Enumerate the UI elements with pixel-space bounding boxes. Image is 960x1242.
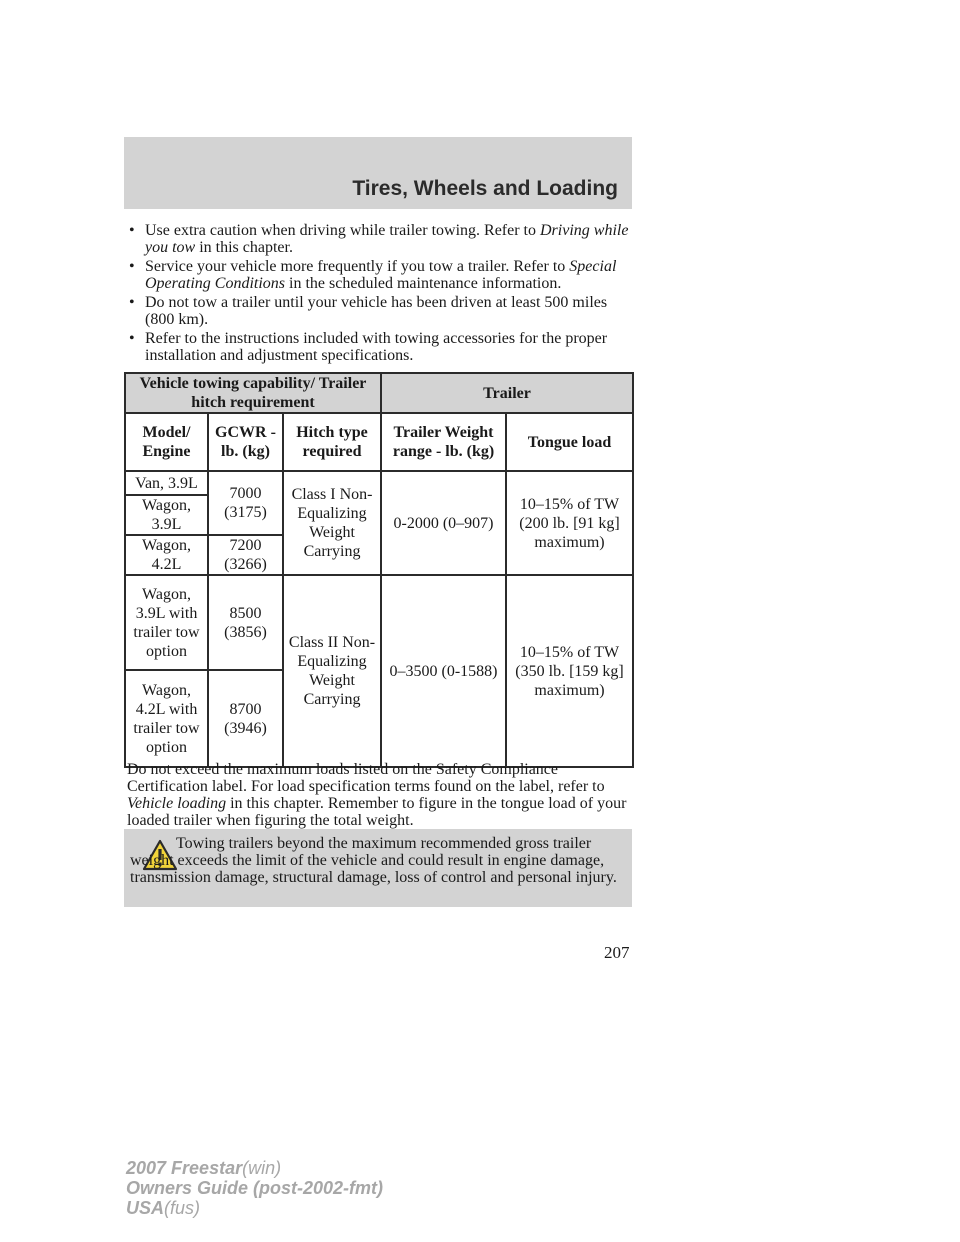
gcwr-cell: 8700 (3946) — [208, 670, 283, 767]
model-cell: Wagon, 3.9L with trailer tow option — [125, 575, 208, 670]
hitch-cell: Class I Non-Equalizing Weight Carrying — [283, 471, 381, 575]
bullet-item — [127, 294, 635, 328]
warning-text: Towing trailers beyond the maximum recommended gross trailer weight exceeds the limit of the vehicle and could result in engine damage, transmission damage, structural damage, loss of control and personal injury. — [130, 835, 617, 886]
bullet-icon: • — [129, 294, 135, 311]
load-note-paragraph — [127, 761, 635, 829]
column-header-tongue: Tongue load — [506, 413, 633, 471]
footer-market-code: (fus) — [164, 1198, 201, 1218]
towing-capability-table — [124, 372, 634, 768]
gcwr-cell: 7000 (3175) — [208, 471, 283, 535]
page-number: 207 — [604, 943, 630, 962]
bullet-text: Service your vehicle more frequently if you tow a trailer. Refer to — [145, 258, 570, 275]
column-header-weight-range: Trailer Weight range - lb. (kg) — [381, 413, 506, 471]
bullet-icon: • — [129, 330, 135, 347]
tongue-load-cell: 10–15% of TW (350 lb. [159 kg] maximum) — [506, 575, 633, 767]
footer-model-code: (win) — [242, 1158, 282, 1178]
footer-market: USA — [126, 1198, 165, 1218]
cross-reference: Driving while you tow — [145, 222, 629, 256]
column-header-gcwr: GCWR - lb. (kg) — [208, 413, 283, 471]
note-text: Do not exceed the maximum loads listed on the Safety Compliance Certification label. For load specification terms found on the label, refer to — [127, 761, 605, 795]
column-header-hitch: Hitch type required — [283, 413, 381, 471]
note-text: in this chapter. Remember to figure in the tongue load of your loaded trailer when figuring the total weight. — [127, 795, 627, 829]
bullet-text: Refer to the instructions included with towing accessories for the proper installation and adjustment specifications. — [145, 330, 608, 364]
cross-reference: Vehicle loading — [127, 795, 227, 812]
hitch-cell: Class II Non-Equalizing Weight Carrying — [283, 575, 381, 767]
document-footer — [126, 1158, 383, 1218]
intro-content — [127, 222, 635, 366]
chapter-header-band — [124, 137, 632, 209]
model-cell: Wagon, 4.2L with trailer tow option — [125, 670, 208, 767]
column-header-model: Model/ Engine — [125, 413, 208, 471]
bullet-text: in this chapter. — [195, 239, 293, 256]
bullet-text: in the scheduled maintenance information. — [285, 275, 562, 292]
cross-reference: Special Operating Conditions — [145, 258, 617, 292]
trailer-group-header: Trailer — [381, 373, 633, 413]
bullet-item — [127, 330, 635, 364]
footer-model: 2007 Freestar — [126, 1158, 243, 1178]
chapter-title: Tires, Wheels and Loading — [352, 177, 618, 200]
footer-guide: Owners Guide (post-2002-fmt) — [126, 1178, 384, 1198]
table-row — [125, 471, 633, 495]
warning-box — [124, 829, 632, 907]
gcwr-cell: 8500 (3856) — [208, 575, 283, 670]
gcwr-cell: 7200 (3266) — [208, 535, 283, 575]
model-cell: Wagon, 3.9L — [125, 495, 208, 535]
vehicle-group-header: Vehicle towing capability/ Trailer hitch requirement — [125, 373, 381, 413]
bullet-item — [127, 222, 635, 256]
table-row — [125, 575, 633, 670]
tongue-load-cell: 10–15% of TW (200 lb. [91 kg] maximum) — [506, 471, 633, 575]
weight-range-cell: 0–3500 (0-1588) — [381, 575, 506, 767]
bullet-text: Do not tow a trailer until your vehicle has been driven at least 500 miles (800 km). — [145, 294, 608, 328]
bullet-icon: • — [129, 222, 135, 239]
bullet-item — [127, 258, 635, 292]
model-cell: Wagon, 4.2L — [125, 535, 208, 575]
weight-range-cell: 0-2000 (0–907) — [381, 471, 506, 575]
bullet-text: Use extra caution when driving while trailer towing. Refer to — [145, 222, 540, 239]
model-cell: Van, 3.9L — [125, 471, 208, 495]
bullet-icon: • — [129, 258, 135, 275]
bullet-list — [127, 222, 635, 364]
